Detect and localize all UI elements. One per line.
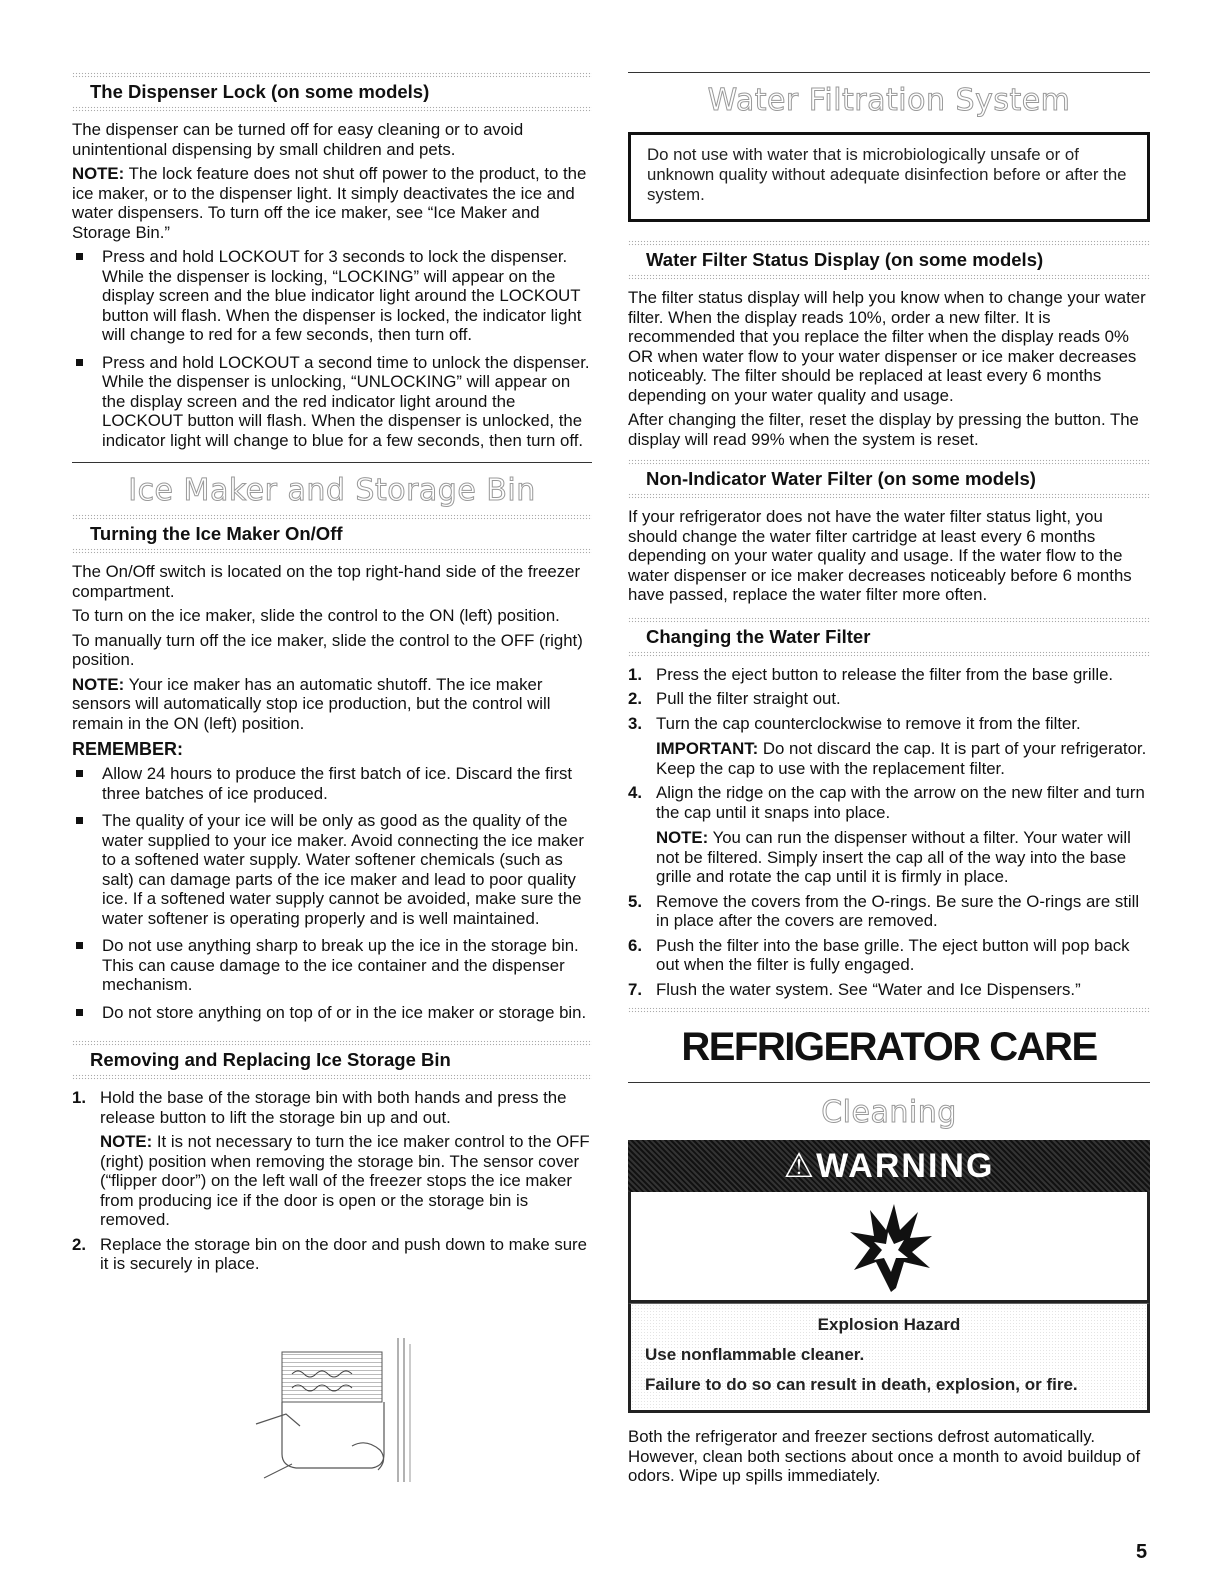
status-display-p1: The filter status display will help you know when to change your water filter. When the display reads 10%, order a new filter. It is recommended that you replace the filter when the display reads 0% OR when water flow to your water dispenser or ice maker decreases noticeably. The filter should be replaced at least every 6 months depending on your water quality and usage. [628, 288, 1146, 405]
step-number: 2. [628, 689, 642, 708]
status-display-p2: After changing the filter, reset the display by pressing the button. The display will read 99% when the system is reset. [628, 410, 1139, 449]
step-text: Flush the water system. See “Water and Ice Dispensers.” [656, 979, 1081, 999]
step-text: Turn the cap counterclockwise to remove it from the filter. [656, 713, 1081, 733]
list-item [628, 714, 1150, 779]
explosion-icon [846, 1202, 936, 1292]
divider [628, 274, 1150, 280]
list-item: The quality of your ice will be only as good as the quality of the water supplied to your ice maker. Avoid connecting the ice maker to a softened water supply. Water softener chemicals (such as salt) can damage parts of the ice maker and lead to poor quality ice. If a softened water supply cannot be avoided, make sure the water softener is operating properly and is well maintained. [72, 811, 592, 928]
ice-onoff-heading: Turning the Ice Maker On/Off [90, 523, 343, 544]
storage-bin-illustration [252, 1334, 432, 1484]
ice-onoff-p3: To manually turn off the ice maker, slide the control to the OFF (right) position. [72, 630, 583, 669]
divider [628, 1007, 1150, 1013]
list-item [628, 689, 1150, 709]
hazard-instruction: Use nonflammable cleaner. [645, 1345, 865, 1364]
divider [628, 240, 1150, 246]
note-text: You can run the dispenser without a filter. Your water will not be filtered. Simply insert the cap all of the way into the base grille and rotate the cap until it is firmly in place. [656, 828, 1131, 886]
list-item: Allow 24 hours to produce the first batch of ice. Discard the first three batches of ice produced. [72, 764, 592, 803]
note-label: NOTE: [100, 1132, 153, 1151]
section-rule [72, 462, 592, 463]
note-label: NOTE: [656, 828, 709, 847]
list-item [628, 665, 1150, 685]
warning-signal-word: WARNING [816, 1147, 995, 1185]
step-number: 2. [72, 1234, 86, 1254]
hazard-consequence: Failure to do so can result in death, explosion, or fire. [645, 1375, 1078, 1394]
remember-label: REMEMBER: [72, 739, 183, 759]
changing-filter-steps [628, 665, 1150, 1000]
divider [72, 514, 592, 520]
list-item: Do not use anything sharp to break up the ice in the storage bin. This can cause damage to the ice container and the dispenser mechanism. [72, 936, 592, 995]
divider [628, 493, 1150, 499]
step-number: 4. [628, 783, 642, 802]
important-note [656, 739, 1150, 778]
ice-onoff-p2: To turn on the ice maker, slide the control to the ON (left) position. [72, 606, 560, 625]
step-text: Hold the base of the storage bin with both hands and press the release button to lift the storage bin up and out. [100, 1088, 567, 1127]
list-item [72, 1235, 592, 1274]
step-text: Push the filter into the base grille. The eject button will pop back out when the filter is fully engaged. [656, 935, 1130, 974]
divider [72, 1074, 592, 1080]
non-indicator-p1: If your refrigerator does not have the water filter status light, you should change the water filter cartridge at least every 6 months depending on your water quality and usage. If the water flow to the water dispenser or ice maker decreases noticeably before 6 months have passed, replace the water filter more often. [628, 507, 1132, 604]
dispenser-lock-note [72, 164, 592, 242]
ice-section-title: Ice Maker and Storage Bin [128, 473, 536, 508]
list-item [72, 1088, 592, 1230]
warning-header [628, 1140, 1150, 1192]
step-number: 1. [628, 664, 642, 684]
cleaning-title: Cleaning [821, 1095, 957, 1130]
section-rule [628, 72, 1150, 73]
step-text: Align the ridge on the cap with the arrow on the new filter and turn the cap until it snaps into place. [656, 783, 1145, 822]
dispenser-lock-intro: The dispenser can be turned off for easy cleaning or to avoid unintentional dispensing by small children and pets. [72, 120, 524, 159]
section-rule [628, 1082, 1150, 1083]
step-text: Pull the filter straight out. [656, 689, 841, 708]
step-text: Replace the storage bin on the door and push down to make sure it is securely in place. [100, 1234, 587, 1273]
note-text: It is not necessary to turn the ice maker control to the OFF (right) position when removing the storage bin. The sensor cover (“flipper door”) on the left wall of the freezer stops the ice maker from producing ice if the door is open or the storage bin is removed. [100, 1132, 590, 1229]
warning-panel [628, 1140, 1150, 1413]
warning-triangle-icon: ⚠ [783, 1147, 817, 1185]
divider [628, 459, 1150, 465]
ice-onoff-p1: The On/Off switch is located on the top right-hand side of the freezer compartment. [72, 562, 581, 601]
note-label: NOTE: [72, 674, 125, 694]
refrigerator-care-title: REFRIGERATOR CARE [681, 1025, 1097, 1069]
step-number: 5. [628, 891, 642, 911]
list-item: Press and hold LOCKOUT a second time to unlock the dispenser. While the dispenser is unlocking, “UNLOCKING” will appear on the display screen and the red indicator light around the LOCKOUT button will flash. When the dispenser is unlocked, the indicator light will change to blue for a few seconds, then turn off. [72, 353, 592, 451]
dispenser-lock-list [72, 247, 592, 450]
left-column [72, 72, 592, 1279]
important-label: IMPORTANT: [656, 739, 759, 758]
note-text: The lock feature does not shut off power to the product, to the ice maker, or to the dispenser light. It simply deactivates the ice and water dispensers. To turn off the ice maker, see “Ice Maker and Storage Bin.” [72, 164, 587, 242]
cleaning-text: Both the refrigerator and freezer sections defrost automatically. However, clean both sections about once a month to avoid buildup of odors. Wipe up spills immediately. [628, 1427, 1141, 1485]
divider [628, 651, 1150, 657]
step-note [100, 1132, 592, 1230]
divider [72, 106, 592, 112]
step-text: Press the eject button to release the filter from the base grille. [656, 664, 1114, 684]
divider [72, 548, 592, 554]
step-number: 7. [628, 979, 642, 999]
water-warning-box: Do not use with water that is microbiologically unsafe or of unknown quality without adequate disinfection before or after the system. [628, 132, 1150, 222]
warning-text-box [628, 1303, 1150, 1413]
storage-bin-steps [72, 1088, 592, 1274]
step-number: 6. [628, 935, 642, 955]
step-note [656, 828, 1150, 887]
divider [72, 1040, 592, 1046]
note-label: NOTE: [72, 164, 125, 183]
step-number: 3. [628, 713, 642, 733]
list-item [628, 980, 1150, 1000]
warning-icon-box [628, 1192, 1150, 1303]
list-item: Do not store anything on top of or in the ice maker or storage bin. [72, 1003, 592, 1023]
page-number: 5 [1136, 1541, 1148, 1563]
step-number: 1. [72, 1088, 86, 1107]
list-item: Press and hold LOCKOUT for 3 seconds to lock the dispenser. While the dispenser is locking, “LOCKING” will appear on the display screen and the blue indicator light around the LOCKOUT button will flash. When the dispenser is locked, the indicator light will change to red for a few seconds, then turn off. [72, 247, 592, 345]
water-section-title: Water Filtration System [707, 83, 1071, 118]
hazard-title: Explosion Hazard [817, 1315, 961, 1334]
status-display-heading: Water Filter Status Display (on some models) [646, 249, 1044, 270]
list-item [628, 783, 1150, 887]
remember-list [72, 764, 592, 1022]
list-item [628, 936, 1150, 975]
non-indicator-heading: Non-Indicator Water Filter (on some models) [646, 468, 1036, 489]
ice-onoff-note [72, 675, 592, 734]
dispenser-lock-heading: The Dispenser Lock (on some models) [90, 81, 430, 102]
list-item [628, 892, 1150, 931]
step-text: Remove the covers from the O-rings. Be sure the O-rings are still in place after the covers are removed. [656, 891, 1140, 930]
divider [72, 72, 592, 78]
divider [628, 617, 1150, 623]
changing-filter-heading: Changing the Water Filter [646, 625, 871, 647]
right-column [628, 72, 1150, 1491]
note-text: Your ice maker has an automatic shutoff. The ice maker sensors will automatically stop ice production, but the control will remain in the ON (left) position. [72, 674, 551, 733]
important-text: Do not discard the cap. It is part of your refrigerator. Keep the cap to use with the replacement filter. [656, 739, 1147, 778]
storage-bin-heading: Removing and Replacing Ice Storage Bin [90, 1049, 451, 1070]
